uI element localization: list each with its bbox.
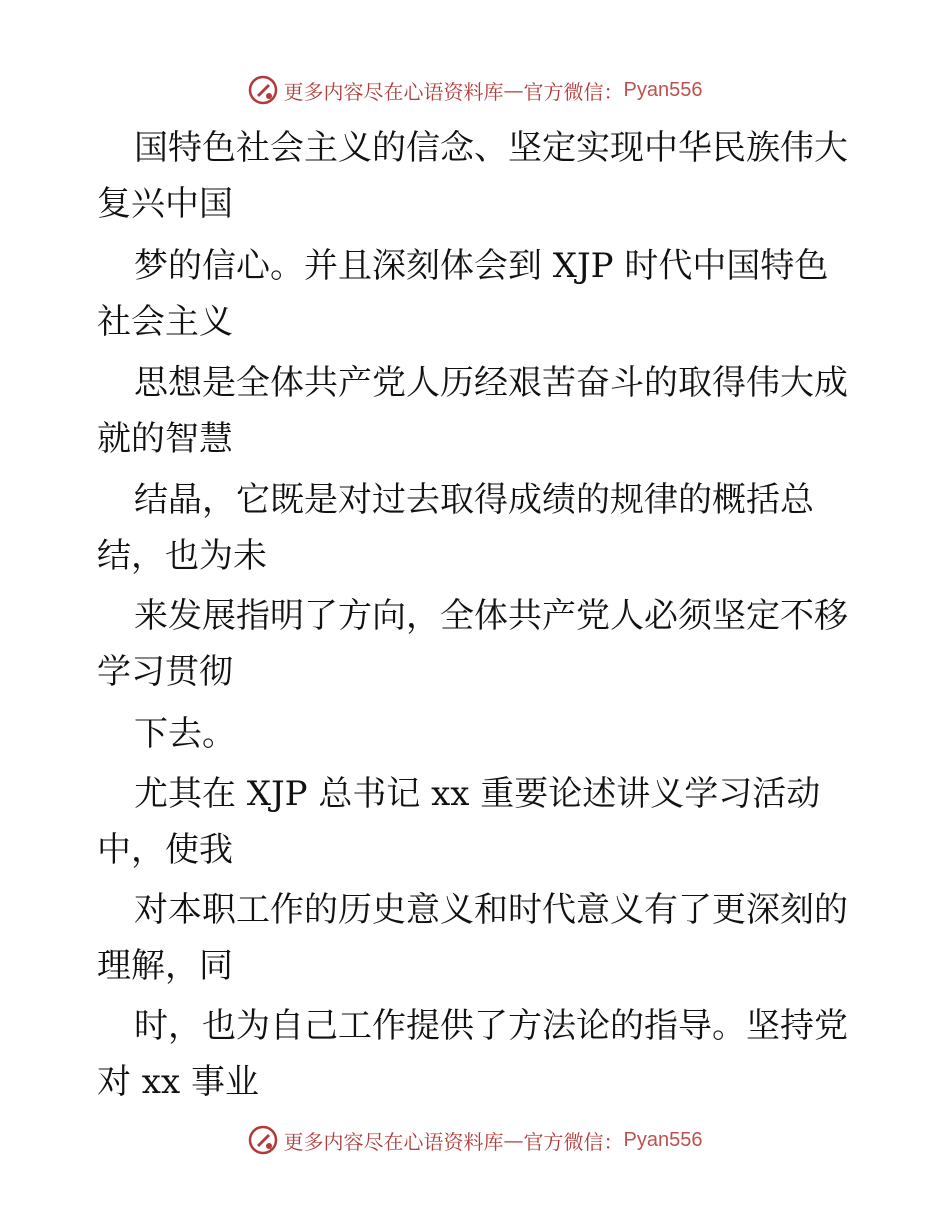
body-line: 就的智慧 <box>97 419 233 459</box>
body-line: 尤其在 XJP 总书记 xx 重要论述讲义学习活动 <box>134 774 821 814</box>
banner-wechat-label: 官方微信： <box>523 1129 624 1154</box>
banner-title: 更多内容尽在心语资料库 <box>283 79 504 104</box>
footer-banner <box>0 1120 950 1160</box>
body-line: 时，也为自己工作提供了方法论的指导。坚持党 <box>134 1006 848 1046</box>
body-line: 复兴中国 <box>97 184 233 224</box>
body-line: 对 xx 事业 <box>97 1062 259 1102</box>
body-line: 思想是全体共产党人历经艰苦奋斗的取得伟大成 <box>134 363 848 403</box>
banner-separator: — <box>503 78 524 102</box>
banner-wechat-label: 官方微信： <box>523 79 624 104</box>
body-line: 下去。 <box>134 714 236 754</box>
body-line: 结晶，它既是对过去取得成绩的规律的概括总 <box>134 480 814 520</box>
body-line: 国特色社会主义的信念、坚定实现中华民族伟大 <box>134 128 848 168</box>
banner-wechat-id: Pyan556 <box>623 1128 703 1151</box>
body-line: 梦的信心。并且深刻体会到 XJP 时代中国特色 <box>134 246 829 286</box>
body-line: 对本职工作的历史意义和时代意义有了更深刻的 <box>134 890 848 930</box>
banner-wechat-id: Pyan556 <box>623 78 703 101</box>
body-line: 学习贯彻 <box>97 652 233 692</box>
body-line: 来发展指明了方向，全体共产党人必须坚定不移 <box>134 596 848 636</box>
banner-separator: — <box>503 1128 524 1152</box>
body-line: 社会主义 <box>97 302 233 342</box>
header-banner <box>0 70 950 110</box>
body-line: 结，也为未 <box>97 536 267 576</box>
seal-logo-icon <box>248 75 278 105</box>
body-line: 中，使我 <box>97 830 233 870</box>
seal-logo-icon <box>248 1125 278 1155</box>
body-line: 理解，同 <box>97 946 233 986</box>
banner-title: 更多内容尽在心语资料库 <box>283 1129 504 1154</box>
